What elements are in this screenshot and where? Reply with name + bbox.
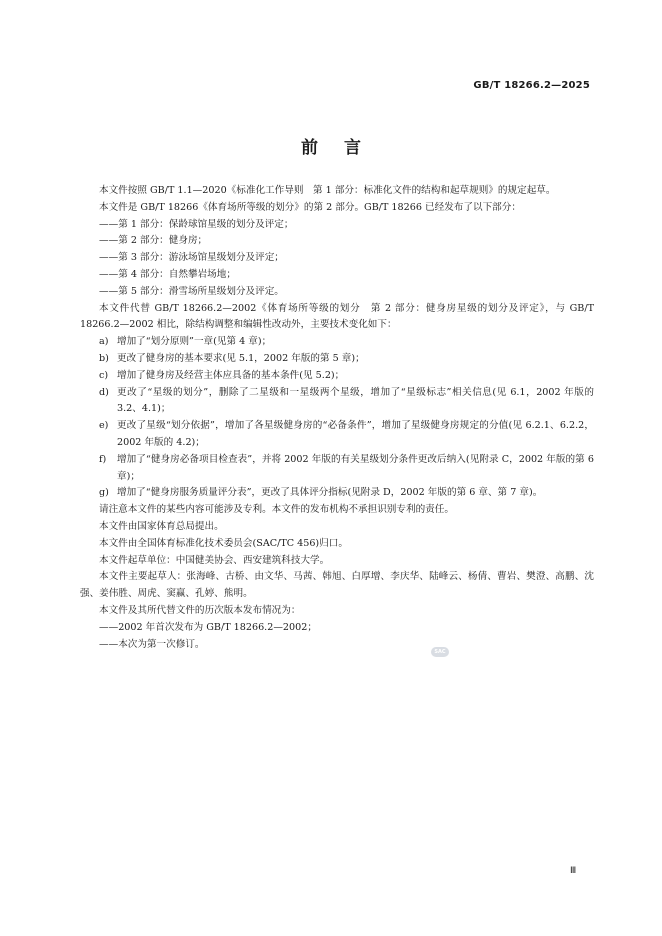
sac-watermark-logo: SAC [431,647,449,657]
list-marker: f) [99,453,107,465]
paragraph-drafters: 本文件主要起草人：张海峰、古桥、由文华、马茜、韩旭、白厚增、李庆华、陆峰云、杨倩、曹岩、樊澄、高鹏、沈强、姜伟胜、周虎、窦赢、孔婷、熊明。 [80,571,594,600]
list-item-text: 增加了“健身房服务质量评分表”，更改了具体评分指标(见附录 D，2002 年版的第 6 章、第 7 章)。 [117,487,543,499]
paragraph-drafting-rules: 本文件按照 GB/T 1.1—2020《标准化工作导则 第 1 部分：标准化文件的结构和起草规则》的规定起草。 [99,185,556,196]
list-item: ——2002 年首次发布为 GB/T 18266.2—2002； [99,621,317,633]
list-item [80,351,594,368]
foreword-body [80,183,594,653]
list-item-text: 更改了健身房的基本要求(见 5.1，2002 年版的第 5 章)； [117,352,365,364]
list-item-text: 更改了“星级的划分”，删除了二星级和一星级两个星级，增加了“星级标志”相关信息(见 6.1，2002 年版的 3.2、4.1)； [117,386,594,415]
list-marker: e) [99,420,109,432]
list-marker: g) [99,487,109,499]
list-marker: d) [99,386,109,398]
page-number: Ⅲ [570,866,577,876]
list-item-text: 更改了星级“划分依据”，增加了各星级健身房的“必备条件”，增加了星级健身房规定的分值(见 6.2.1、6.2.2，2002 年版的 4.2)； [117,420,594,448]
paragraph-history-intro: 本文件及其所代替文件的历次版本发布情况为： [99,604,301,616]
list-item [80,485,594,502]
paragraph-series-intro: 本文件是 GB/T 18266《体育场所等级的划分》的第 2 部分。GB/T 18266 已经发布了以下部分： [99,201,521,213]
changes-list [80,334,594,502]
list-item: ——第 2 部分：健身房； [99,235,208,247]
list-item [80,385,594,419]
list-item-text: 增加了健身房及经营主体应具备的基本条件(见 5.2)； [117,369,345,381]
list-item-text: 增加了“划分原则”一章(见第 4 章)； [117,336,272,348]
list-item: ——本次为第一次修订。 [99,638,205,650]
list-item [80,418,594,452]
paragraph-replacement: 本文件代替 GB/T 18266.2—2002《体育场所等级的划分 第 2 部分：健身房星级的划分及评定》，与 GB/T 18266.2—2002 相比，除结构调整和编辑性改动外，主要技术变化如下： [80,302,594,331]
list-item [80,334,594,351]
history-list [80,620,594,654]
parts-list [80,217,594,301]
paragraph-patent-notice: 请注意本文件的某些内容可能涉及专利。本文件的发布机构不承担识别专利的责任。 [99,504,454,516]
list-item [80,452,594,486]
list-item: ——第 1 部分：保龄球馆星级的划分及评定； [99,218,294,230]
list-item: ——第 4 部分：自然攀岩场地； [99,268,236,280]
page-title: 前言 [301,138,387,158]
list-item [80,368,594,385]
standard-number: GB/T 18266.2—2025 [473,80,590,91]
paragraph-drafting-units: 本文件起草单位：中国健美协会、西安建筑科技大学。 [99,554,330,566]
list-item: ——第 3 部分：游泳场馆星级划分及评定； [99,252,284,264]
list-marker: c) [99,369,109,381]
list-item: ——第 5 部分：滑雪场所星级划分及评定。 [99,285,284,297]
list-marker: a) [99,336,109,348]
paragraph-committee: 本文件由全国体育标准化技术委员会(SAC/TC 456)归口。 [99,537,348,549]
list-marker: b) [99,352,109,364]
list-item-text: 增加了“健身房必备项目检查表”，并将 2002 年版的有关星级划分条件更改后纳入(见附录 C，2002 年版的第 6 章)； [117,453,594,482]
paragraph-proposer: 本文件由国家体育总局提出。 [99,520,224,532]
